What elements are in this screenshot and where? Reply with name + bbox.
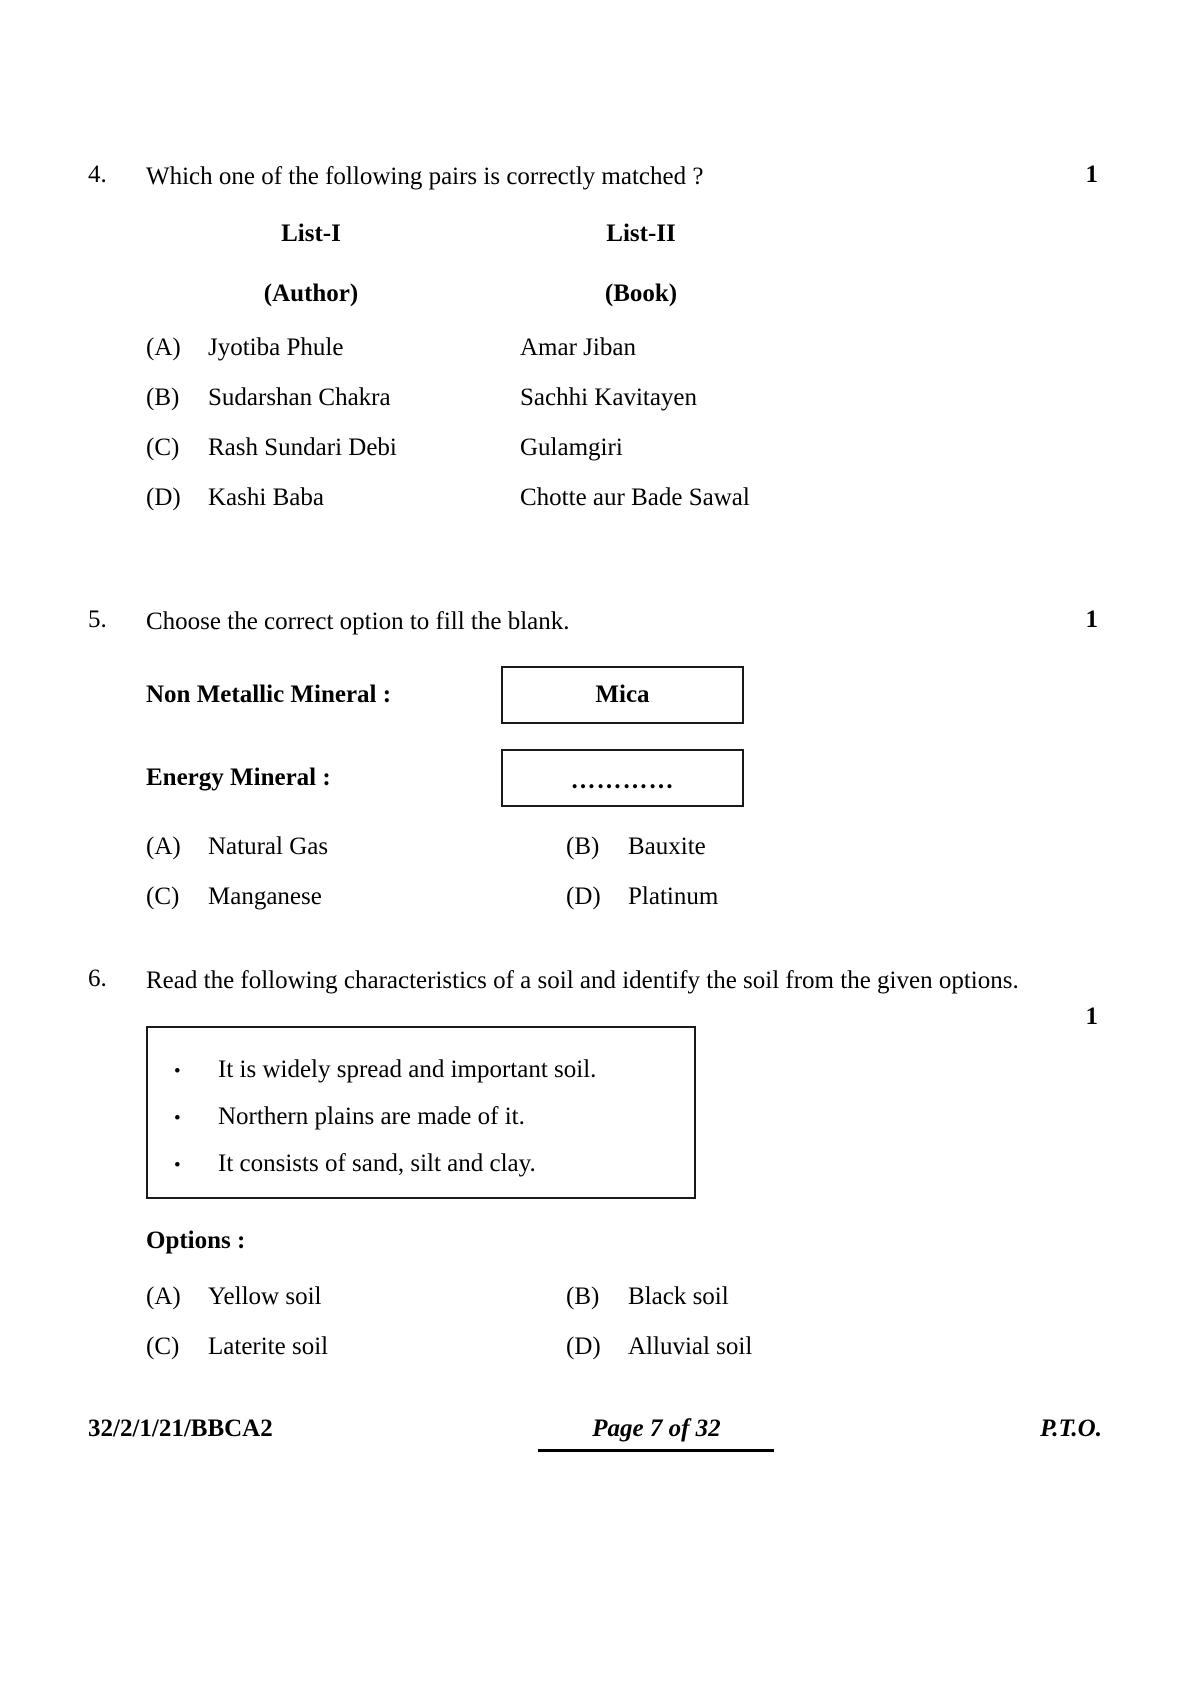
options-label: Options :: [146, 1227, 246, 1254]
list-headers-row: [88, 220, 1098, 248]
list-i-header: List-I: [281, 220, 341, 247]
pair-book: Chotte aur Bade Sawal: [520, 484, 750, 511]
question-4-header: [88, 158, 1098, 196]
option-label: Yellow soil: [208, 1283, 322, 1310]
pair-tag: (B): [146, 384, 180, 411]
option-d[interactable]: [566, 1333, 752, 1361]
pair-book: Amar Jiban: [520, 334, 636, 361]
option-tag: (D): [566, 883, 601, 910]
question-4-marks: 1: [1085, 161, 1098, 188]
option-line: [146, 1283, 1098, 1311]
option-tag: (C): [146, 1333, 180, 1360]
question-5-options: [88, 833, 1098, 911]
option-b[interactable]: [566, 1283, 729, 1311]
question-6-marks: 1: [1085, 1003, 1098, 1030]
question-4-text: Which one of the following pairs is correctly matched ?: [146, 163, 704, 190]
energy-mineral-label: Energy Mineral :: [146, 764, 331, 791]
option-tag: (D): [566, 1333, 601, 1360]
energy-mineral-row: [88, 749, 1098, 807]
option-tag: (A): [146, 833, 181, 860]
pair-author: Jyotiba Phule: [208, 334, 344, 361]
list-ii-header: List-II: [606, 220, 676, 247]
pair-tag: (D): [146, 484, 181, 511]
pair-author: Kashi Baba: [208, 484, 324, 511]
pair-tag: (A): [146, 334, 181, 361]
question-6: [88, 962, 1098, 1361]
option-tag: (C): [146, 883, 180, 910]
bullet-icon: •: [174, 1108, 181, 1129]
question-4: [88, 158, 1098, 512]
option-d[interactable]: [566, 883, 718, 911]
option-tag: (B): [566, 1283, 600, 1310]
turn-over-label: P.T.O.: [1040, 1415, 1102, 1442]
pair-author: Rash Sundari Debi: [208, 434, 397, 461]
question-4-number: 4.: [88, 161, 107, 188]
characteristic-item: [148, 1055, 694, 1085]
question-5-marks: 1: [1085, 606, 1098, 633]
option-c[interactable]: [146, 883, 566, 911]
option-label: Manganese: [208, 883, 322, 910]
question-6-number: 6.: [88, 965, 107, 992]
page-number-wrap: [273, 1415, 1040, 1443]
pair-author: Sudarshan Chakra: [208, 384, 391, 411]
question-5-text: Choose the correct option to fill the blank.: [146, 608, 570, 635]
option-line: [146, 883, 1098, 911]
option-label: Alluvial soil: [628, 1333, 753, 1360]
option-label: Platinum: [628, 883, 719, 910]
option-label: Bauxite: [628, 833, 706, 860]
soil-characteristics-box: [146, 1026, 696, 1199]
option-label: Natural Gas: [208, 833, 329, 860]
page-footer: [88, 1415, 1102, 1443]
option-label: Laterite soil: [208, 1333, 329, 1360]
paper-code: 32/2/1/21/BBCA2: [88, 1415, 273, 1442]
option-label: Black soil: [628, 1283, 729, 1310]
non-metallic-mineral-value-box: Mica: [501, 666, 744, 724]
option-tag: (B): [566, 833, 600, 860]
pair-row[interactable]: [88, 334, 1098, 362]
characteristic-item: [148, 1149, 694, 1179]
pair-tag: (C): [146, 434, 180, 461]
characteristic-text: It is widely spread and important soil.: [218, 1056, 597, 1083]
option-a[interactable]: [146, 1283, 566, 1311]
option-c[interactable]: [146, 1333, 566, 1361]
bullet-icon: •: [174, 1061, 181, 1082]
question-6-header: [88, 962, 1098, 1000]
pair-row[interactable]: [88, 434, 1098, 462]
page-number-rule: [538, 1449, 774, 1452]
option-tag: (A): [146, 1283, 181, 1310]
option-line: [146, 833, 1098, 861]
list-subheaders-row: [88, 280, 1098, 308]
list-i-subheader: (Author): [263, 280, 359, 307]
characteristic-text: Northern plains are made of it.: [218, 1103, 525, 1130]
pair-book: Sachhi Kavitayen: [520, 384, 698, 411]
question-5: [88, 603, 1098, 911]
pair-row[interactable]: [88, 384, 1098, 412]
pair-row[interactable]: [88, 484, 1098, 512]
bullet-icon: •: [174, 1155, 181, 1176]
pair-book: Gulamgiri: [520, 434, 623, 461]
question-6-options: [88, 1283, 1098, 1361]
characteristic-item: [148, 1102, 694, 1132]
characteristic-text: It consists of sand, silt and clay.: [218, 1150, 536, 1177]
question-5-header: [88, 603, 1098, 641]
page-number: Page 7 of 32: [592, 1415, 721, 1442]
energy-mineral-blank-box[interactable]: …………: [501, 749, 744, 807]
non-metallic-mineral-label: Non Metallic Mineral :: [146, 681, 392, 708]
question-6-text: Read the following characteristics of a soil and identify the soil from the given options.: [146, 967, 1019, 994]
list-ii-subheader: (Book): [604, 280, 678, 307]
option-b[interactable]: [566, 833, 706, 861]
option-line: [146, 1333, 1098, 1361]
option-a[interactable]: [146, 833, 566, 861]
question-5-number: 5.: [88, 606, 107, 633]
non-metallic-mineral-row: [88, 666, 1098, 724]
